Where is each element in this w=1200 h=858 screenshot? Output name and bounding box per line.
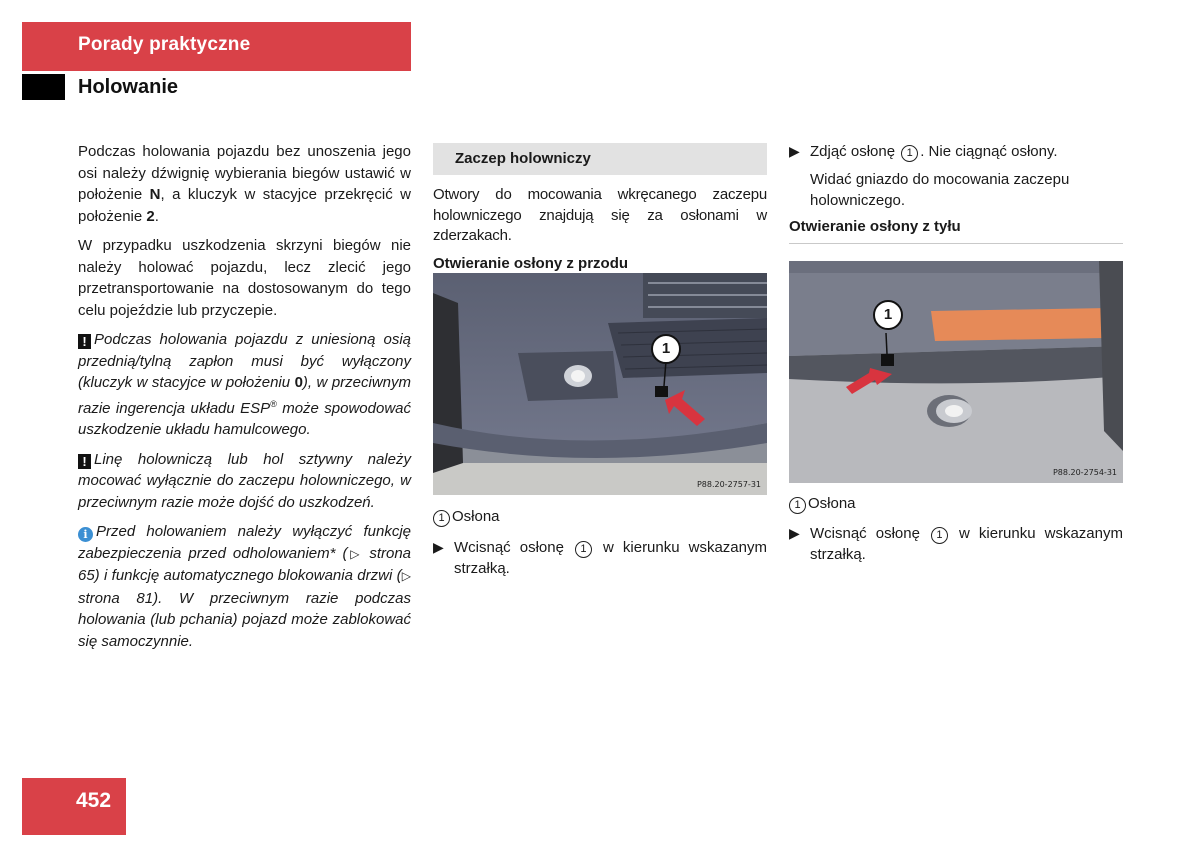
section-marker (22, 74, 65, 100)
paragraph-gearbox-damage: W przypadku uszkodzenia skrzyni biegów nie należy holować pojazdu, lecz zlecić jego przetransportowanie na dostosowanym do tego celu pojeździe lub przyczepie. (78, 237, 411, 319)
left-column (78, 141, 411, 660)
rear-legend (789, 493, 1123, 566)
photo-code: P88.20-2754-31 (1052, 468, 1117, 477)
legend-number: 1 (789, 497, 806, 514)
page-number: 452 (76, 789, 112, 812)
intro-paragraph: Otwory do mocowania wkręcanego zaczepu holowniczego znajdują się za osłonami w zderzakach. (433, 186, 767, 244)
divider (789, 243, 1123, 244)
front-bumper-photo (433, 273, 767, 495)
callout-marker: 1 (873, 300, 903, 330)
right-column (789, 141, 1123, 244)
middle-column (433, 185, 767, 282)
page-ref-arrow-icon: ▷ (401, 569, 411, 583)
page-number-box (22, 778, 126, 835)
warning-icon: ! (78, 454, 91, 469)
legend-text: Osłona (808, 495, 856, 512)
remove-step: ▶ Zdjąć osłonę 1 . Nie ciągnąć osłony. (789, 141, 1123, 163)
warning-esp: ! Podczas holowania pojazdu z uniesioną osią przednią/tylną zapłon musi być wyłączony (kluczyk w stacyjce w położeniu 0), w przeciwnym razie ingerencja układu ESP® może spowodować uszkodzenie układu hamulcowego. (78, 331, 412, 438)
rear-bumper-photo (789, 261, 1123, 483)
socket-note: Widać gniazdo do mocowania zaczepu holowniczego. (810, 170, 1070, 209)
section-title: Holowanie (78, 76, 179, 98)
info-icon: i (78, 527, 93, 542)
section-bar (433, 143, 767, 175)
rear-step: ▶ Wcisnąć osłonę 1 w kierunku wskazanym strzałką. (789, 523, 1123, 566)
section-bar-title: Zaczep holowniczy (455, 150, 591, 167)
front-step: ▶ Wcisnąć osłonę 1 w kierunku wskazanym strzałką. (433, 537, 767, 580)
warning-icon: ! (78, 334, 91, 349)
bullet-arrow-icon: ▶ (789, 143, 800, 159)
photo-code: P88.20-2757-31 (696, 480, 761, 489)
front-cover-subhead: Otwieranie osłony z przodu (433, 254, 629, 272)
legend-text: Osłona (452, 508, 500, 525)
chapter-banner (22, 22, 411, 71)
bullet-arrow-icon: ▶ (789, 524, 800, 541)
chapter-title: Porady praktyczne (78, 34, 251, 55)
front-legend (433, 506, 767, 580)
warning-tow-rope: ! Linę holowniczą lub hol sztywny należy mocować wyłącznie do zaczepu holowniczego, w przeciwnym razie może dojść do uszkodzeń. (78, 450, 411, 511)
legend-number: 1 (433, 510, 450, 527)
page-ref-arrow-icon: ▷ (347, 546, 363, 561)
paragraph-neutral-position: Podczas holowania pojazdu bez unoszenia jego osi należy dźwignię wybierania biegów ustawić w położenie N, a kluczyk w stacyjce przekręcić w położenie 2. (78, 143, 411, 225)
callout-marker: 1 (651, 334, 681, 364)
bullet-arrow-icon: ▶ (433, 538, 444, 555)
info-note: i Przed holowaniem należy wyłączyć funkcję zabezpieczenia przed odholowaniem* (▷ strona 65) i funkcję automatycznego blokowania drzwi (▷ strona 81). W przeciwnym razie podczas holowania (lub pchania) pojazd może zablokować się samoczynnie. (78, 523, 412, 650)
rear-cover-subhead: Otwieranie osłony z tyłu (789, 217, 961, 235)
